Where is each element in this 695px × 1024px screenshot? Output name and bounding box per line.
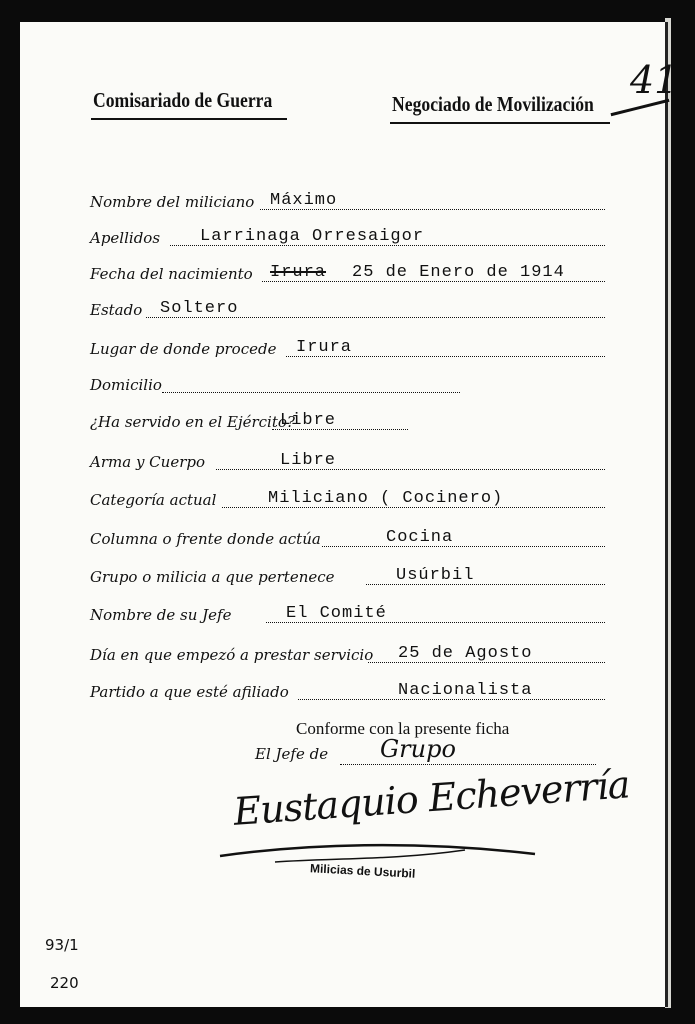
field-label: Nombre del miliciano	[90, 193, 255, 211]
field-label: Categoría actual	[90, 491, 217, 509]
field-value: Irura	[296, 338, 353, 357]
field-label: Grupo o milicia a que pertenece	[90, 568, 335, 586]
field-value: Larrinaga Orresaigor	[200, 227, 425, 246]
field-label: Apellidos	[90, 229, 161, 247]
field-value: Nacionalista	[398, 681, 533, 700]
field-label: Estado	[90, 301, 143, 319]
field-value: Soltero	[160, 299, 239, 318]
conforme-text: Conforme con la presente ficha	[296, 719, 510, 738]
milicias-stamp: Milicias de Usurbil	[309, 861, 416, 881]
header-left-underline	[91, 118, 287, 120]
field-value: Cocina	[386, 528, 454, 547]
field-value: Libre	[280, 411, 337, 430]
dotted-line	[322, 546, 605, 547]
dotted-line	[162, 392, 460, 393]
field-label: Nombre de su Jefe	[90, 606, 232, 624]
field-value: 25 de Enero de 1914	[352, 263, 565, 282]
field-value: El Comité	[286, 604, 387, 623]
header-left: Comisariado de Guerra	[93, 88, 273, 112]
field-label: Día en que empezó a prestar servicio	[90, 646, 374, 664]
header-right: Negociado de Movilización	[392, 92, 594, 116]
field-label: Partido a que esté afiliado	[90, 683, 289, 701]
pencil-note-1: 93/1	[45, 936, 79, 954]
field-label: Domicilio	[90, 376, 162, 394]
field-label: Arma y Cuerpo	[90, 453, 205, 471]
pencil-note-2: 220	[50, 974, 79, 992]
jefe-value: Grupo	[380, 735, 456, 763]
field-label: Lugar de donde procede	[90, 340, 277, 358]
field-value: Máximo	[270, 191, 338, 210]
jefe-label: El Jefe de	[255, 745, 329, 763]
field-value: Libre	[280, 451, 337, 470]
dotted-line	[216, 469, 605, 470]
page-number: 41	[630, 58, 679, 102]
header-right-underline	[390, 122, 610, 124]
field-label: Columna o frente donde actúa	[90, 530, 321, 548]
field-value: 25 de Agosto	[398, 644, 533, 663]
field-value: Usúrbil	[396, 566, 475, 585]
jefe-dotted-line	[340, 764, 596, 765]
field-value: Miliciano ( Cocinero)	[268, 489, 504, 508]
struck-value: Irura	[270, 263, 327, 282]
signature: Eustaquio Echeverría	[232, 762, 631, 834]
field-label: Fecha del nacimiento	[90, 265, 253, 283]
field-label: ¿Ha servido en el Ejército?	[90, 413, 295, 431]
